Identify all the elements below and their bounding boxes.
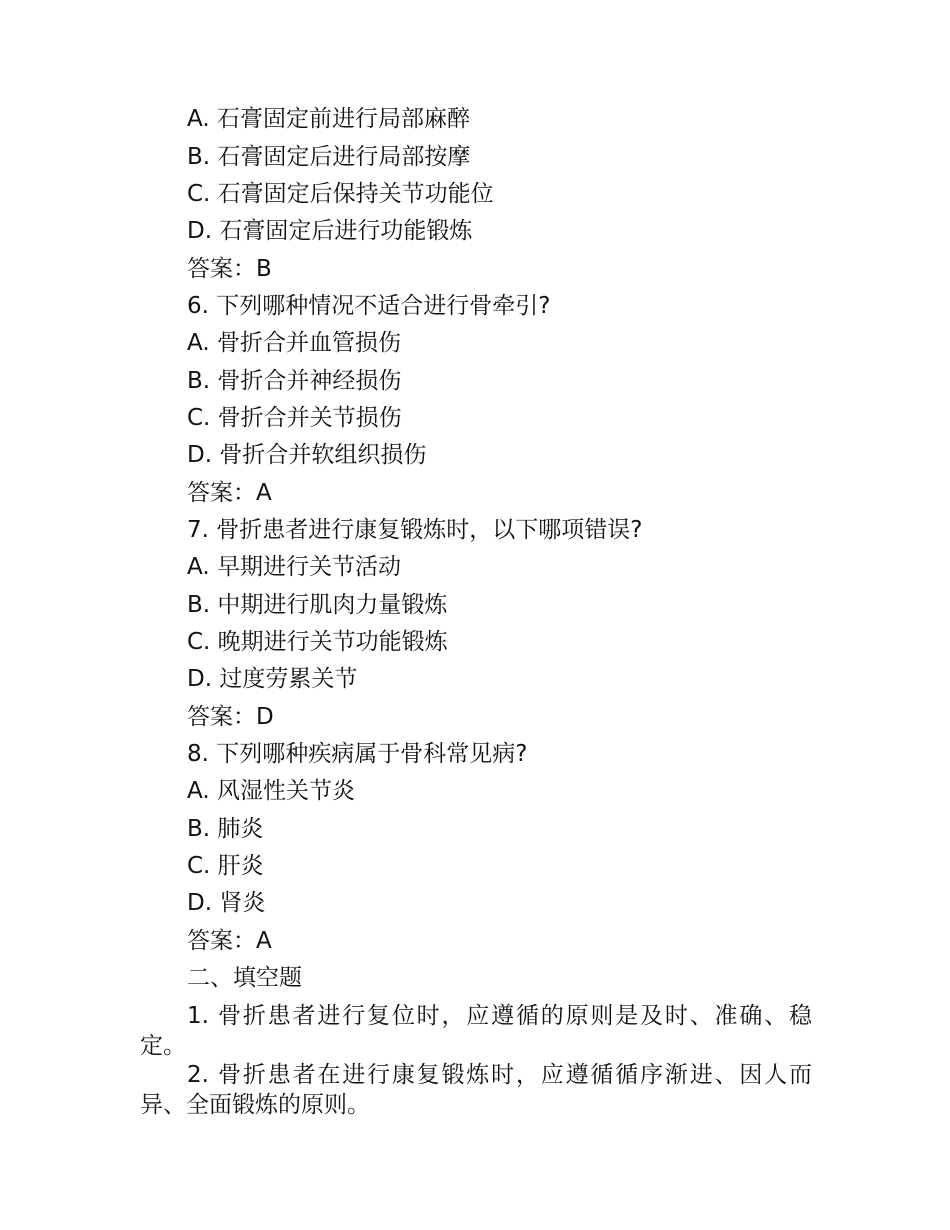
- question-7: 7. 骨折患者进行康复锻炼时，以下哪项错误?: [187, 517, 643, 543]
- option-a-q6: A. 骨折合并血管损伤: [187, 330, 401, 356]
- option-d-q8: D. 肾炎: [187, 890, 266, 916]
- option-b-q7: B. 中期进行肌肉力量锻炼: [187, 592, 448, 618]
- option-c-q8: C. 肝炎: [187, 853, 264, 879]
- option-c-q6: C. 骨折合并关节损伤: [187, 405, 402, 431]
- option-b-q6: B. 骨折合并神经损伤: [187, 368, 402, 394]
- option-b-q5: B. 石膏固定后进行局部按摩: [187, 144, 471, 170]
- option-c-q7: C. 晚期进行关节功能锻炼: [187, 629, 448, 655]
- answer-q5: 答案：B: [187, 256, 272, 282]
- answer-q6: 答案：A: [187, 480, 272, 506]
- option-d-q7: D. 过度劳累关节: [187, 666, 358, 692]
- option-a-q5: A. 石膏固定前进行局部麻醉: [187, 106, 470, 132]
- option-c-q5: C. 石膏固定后保持关节功能位: [187, 181, 494, 207]
- fill-in-item-1: 1. 骨折患者进行复位时，应遵循的原则是及时、准确、稳定。: [140, 1003, 812, 1059]
- option-d-q5: D. 石膏固定后进行功能锻炼: [187, 218, 473, 244]
- option-d-q6: D. 骨折合并软组织损伤: [187, 442, 427, 468]
- section-heading-fill-in: 二、填空题: [187, 965, 302, 991]
- answer-q7: 答案：D: [187, 704, 274, 730]
- fill-in-item-2: 2. 骨折患者在进行康复锻炼时，应遵循循序渐进、因人而异、全面锻炼的原则。: [140, 1062, 812, 1118]
- question-6: 6. 下列哪种情况不适合进行骨牵引?: [187, 293, 551, 319]
- answer-q8: 答案：A: [187, 928, 272, 954]
- option-a-q8: A. 风湿性关节炎: [187, 778, 355, 804]
- option-b-q8: B. 肺炎: [187, 816, 264, 842]
- question-8: 8. 下列哪种疾病属于骨科常见病?: [187, 741, 528, 767]
- option-a-q7: A. 早期进行关节活动: [187, 554, 401, 580]
